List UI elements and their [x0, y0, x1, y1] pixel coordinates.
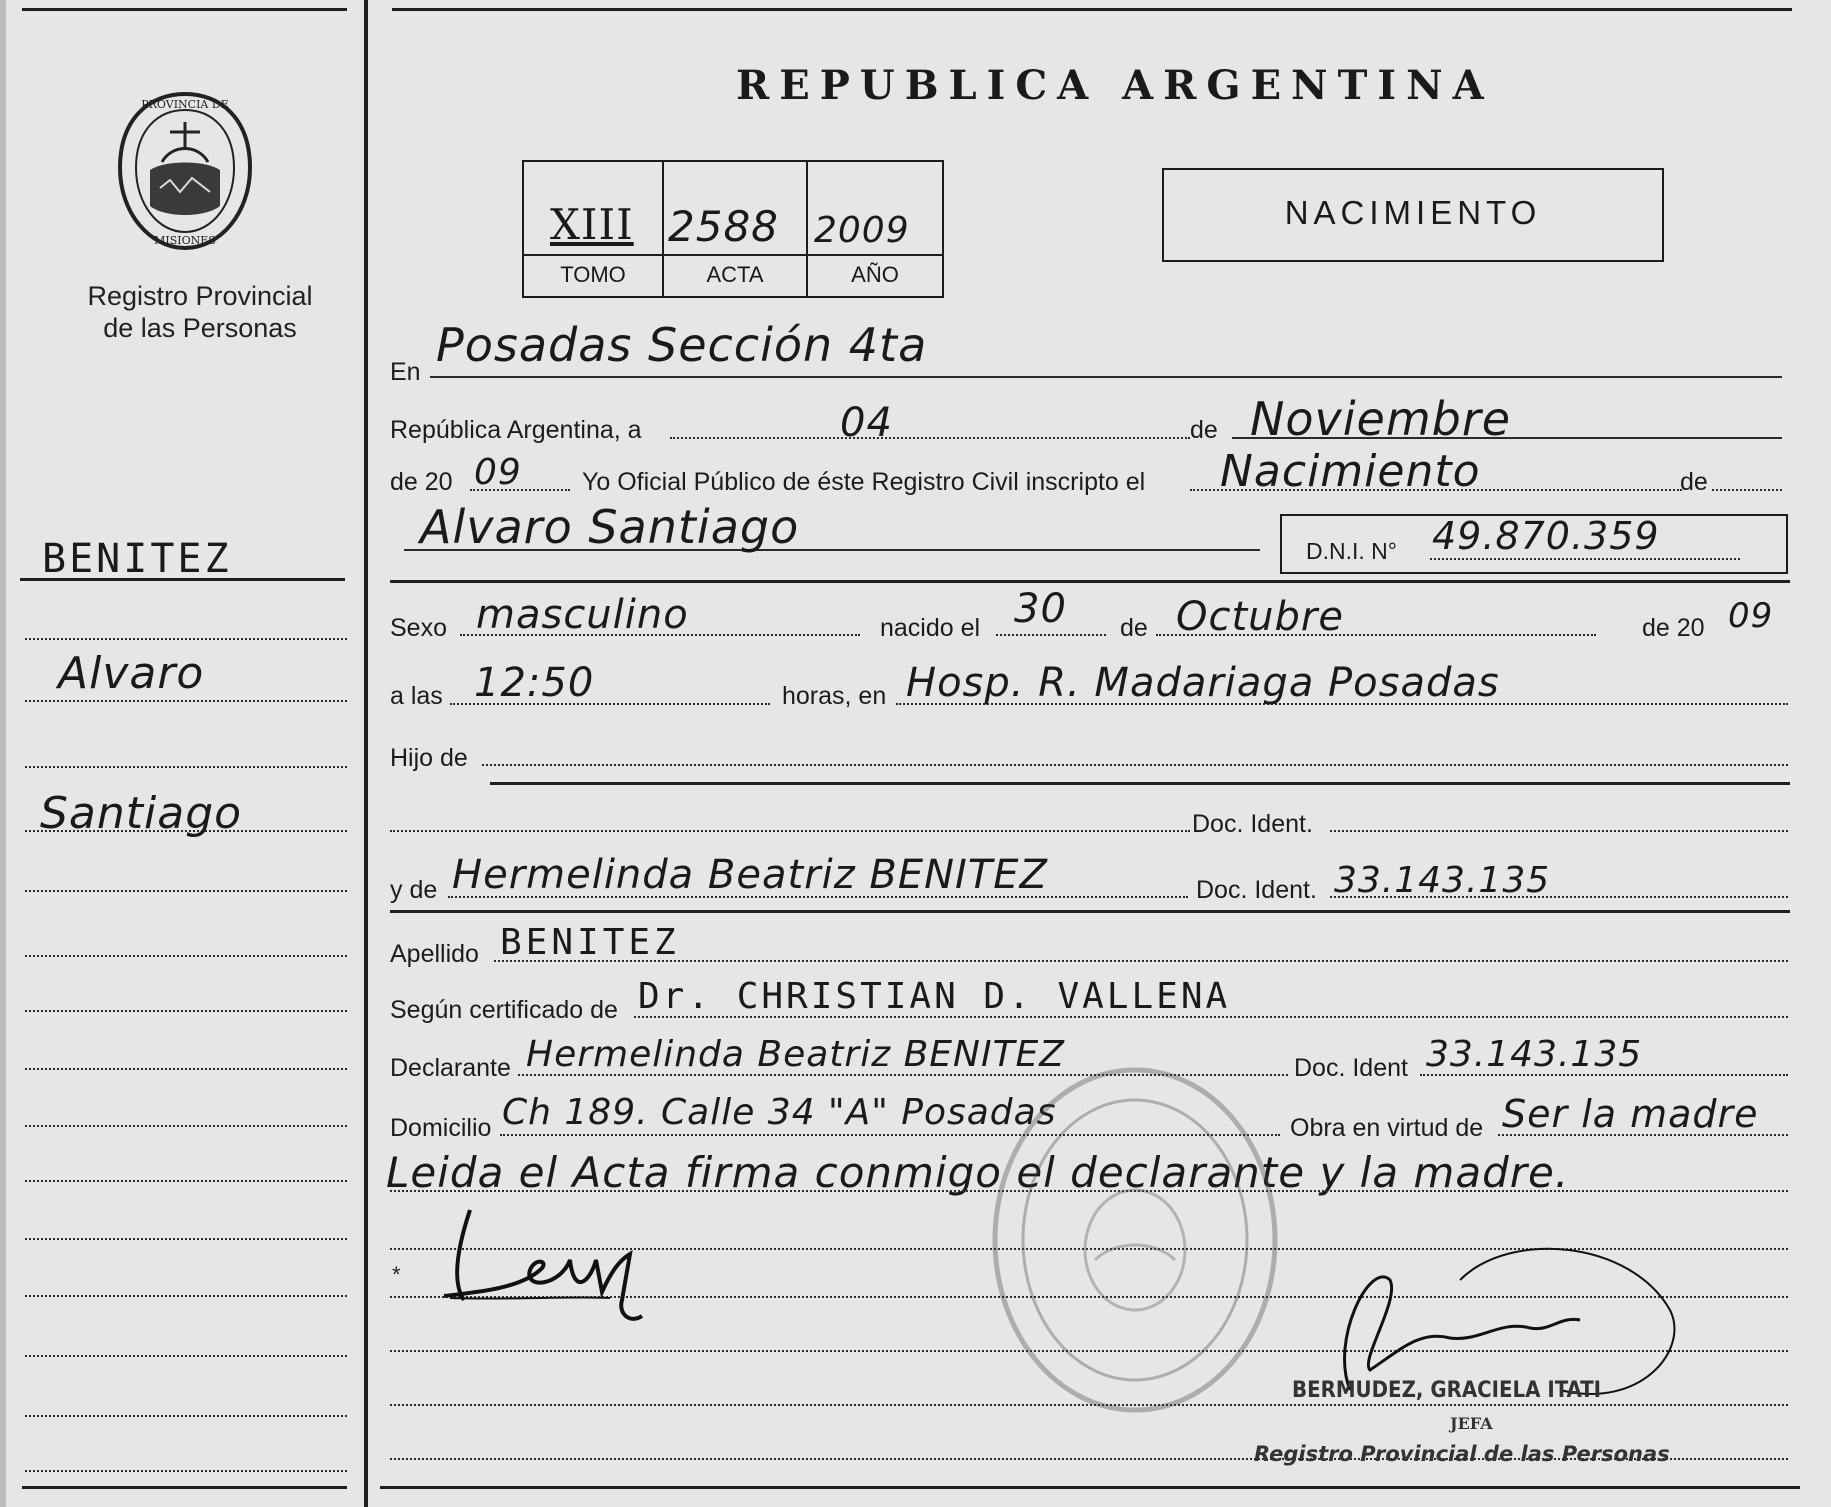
bottom-rule-right	[380, 1486, 1800, 1489]
anio-value: 2009	[814, 210, 910, 251]
anio-label: AÑO	[851, 262, 899, 287]
margin-line	[25, 1238, 347, 1240]
margin-second-name: Santiago	[40, 788, 243, 839]
label-nacido: nacido el	[880, 614, 981, 642]
acta-label: ACTA	[706, 262, 764, 287]
line-lugar	[430, 376, 1782, 378]
field-nac-mes: Octubre	[1176, 594, 1344, 640]
margin-line	[25, 1010, 347, 1012]
field-medico: Dr. CHRISTIAN D. VALLENA	[638, 976, 1231, 1017]
label-apellido: Apellido	[390, 940, 479, 968]
official-stamp	[985, 1060, 1285, 1420]
field-apellido: BENITEZ	[500, 922, 680, 963]
label-de-20-end: de 20	[1642, 614, 1705, 642]
line-padre-doc	[1330, 830, 1788, 832]
label-doc-ident-2: Doc. Ident.	[1196, 876, 1317, 904]
record-box-divider	[522, 254, 944, 256]
provincial-seal-logo	[110, 88, 260, 256]
label-dni: D.N.I. N°	[1306, 538, 1397, 564]
label-declarante: Declarante	[390, 1054, 511, 1082]
label-oficial: Yo Oficial Público de éste Registro Civil inscripto el	[582, 468, 1146, 496]
label-segun: Según certificado de	[390, 996, 618, 1024]
bottom-rule-left	[22, 1486, 347, 1489]
svg-text:*: *	[392, 1262, 401, 1287]
label-domicilio: Domicilio	[390, 1114, 492, 1142]
line-dia	[670, 437, 1190, 439]
margin-line	[25, 1180, 347, 1182]
section-rule-2	[490, 782, 1790, 785]
field-madre-doc: 33.143.135	[1334, 860, 1551, 901]
field-dni: 49.870.359	[1432, 514, 1660, 558]
margin-surname: BENITEZ	[42, 536, 232, 582]
field-observacion: Leida el Acta firma conmigo el declarante y la madre.	[386, 1148, 1570, 1197]
label-a-las: a las	[390, 682, 443, 710]
margin-line	[25, 766, 347, 768]
margin-line	[25, 890, 347, 892]
label-de: de	[1190, 416, 1218, 444]
margin-line	[25, 700, 347, 702]
field-declarante-doc: 33.143.135	[1426, 1034, 1643, 1075]
line-nac-dia	[996, 634, 1106, 636]
svg-text:MISIONES: MISIONES	[154, 234, 216, 247]
label-de-end: de	[1680, 468, 1708, 496]
label-doc-ident-1: Doc. Ident.	[1192, 810, 1313, 838]
label-en: En	[390, 358, 421, 386]
section-rule-3	[390, 910, 1790, 913]
official-name: BERMUDEZ, GRACIELA ITATI	[1292, 1378, 1601, 1403]
top-rule-right	[392, 8, 1792, 11]
acta-value: 2588	[668, 202, 779, 251]
tomo-value: XIII	[550, 200, 634, 249]
declarant-signature	[390, 1200, 670, 1340]
field-vinculo: Ser la madre	[1502, 1092, 1759, 1136]
margin-line	[25, 1125, 347, 1127]
label-hijo-de: Hijo de	[390, 744, 468, 772]
margin-first-name: Alvaro	[58, 648, 205, 699]
line-de-end	[1712, 489, 1782, 491]
official-office: Registro Provincial de las Personas	[1254, 1442, 1670, 1466]
label-doc-ident-3: Doc. Ident	[1294, 1054, 1408, 1082]
margin-line	[25, 1068, 347, 1070]
top-rule-left	[22, 8, 347, 11]
label-horas-en: horas, en	[782, 682, 887, 710]
field-declarante: Hermelinda Beatriz BENITEZ	[526, 1034, 1065, 1075]
field-lugar-nac: Hosp. R. Madariaga Posadas	[906, 660, 1500, 706]
field-dia: 04	[840, 400, 893, 446]
field-mes: Noviembre	[1250, 392, 1512, 446]
column-divider	[364, 0, 368, 1507]
label-obra: Obra en virtud de	[1290, 1114, 1484, 1142]
margin-line	[25, 1470, 347, 1472]
field-madre: Hermelinda Beatriz BENITEZ	[452, 852, 1048, 898]
tomo-label: TOMO	[560, 262, 626, 287]
margin-line	[25, 1355, 347, 1357]
margin-line	[25, 955, 347, 957]
label-republica: República Argentina, a	[390, 416, 642, 444]
label-y-de: y de	[390, 876, 438, 904]
registry-name-line1: Registro Provincial	[87, 281, 313, 311]
line-padre	[482, 764, 1788, 766]
registry-name	[40, 280, 360, 344]
line-dni	[1430, 558, 1740, 560]
field-hora: 12:50	[474, 660, 595, 706]
margin-line	[25, 638, 347, 640]
section-rule-1	[390, 580, 1790, 583]
field-nombre: Alvaro Santiago	[420, 500, 800, 554]
margin-line	[25, 1295, 347, 1297]
left-border	[0, 0, 6, 1507]
label-sexo: Sexo	[390, 614, 447, 642]
field-sexo: masculino	[476, 592, 689, 638]
margin-line	[25, 1415, 347, 1417]
line-padre-2	[390, 830, 1190, 832]
field-lugar: Posadas Sección 4ta	[436, 318, 928, 372]
field-anio-suffix: 09	[474, 452, 522, 493]
registry-name-line2: de las Personas	[103, 313, 297, 343]
label-de-20: de 20	[390, 468, 453, 496]
country-title: REPUBLICA ARGENTINA	[736, 62, 1494, 109]
field-nac-anio: 09	[1728, 596, 1774, 636]
line-anio	[470, 489, 570, 491]
field-nac-dia: 30	[1014, 586, 1067, 632]
svg-text:PROVINCIA DE: PROVINCIA DE	[141, 98, 229, 111]
line-apellido	[494, 960, 1788, 962]
official-title: JEFA	[1450, 1414, 1493, 1433]
field-acto: Nacimiento	[1220, 446, 1481, 497]
label-de-mid: de	[1120, 614, 1148, 642]
record-type-label: NACIMIENTO	[1284, 194, 1542, 231]
field-domicilio: Ch 189. Calle 34 "A" Posadas	[502, 1092, 1057, 1133]
